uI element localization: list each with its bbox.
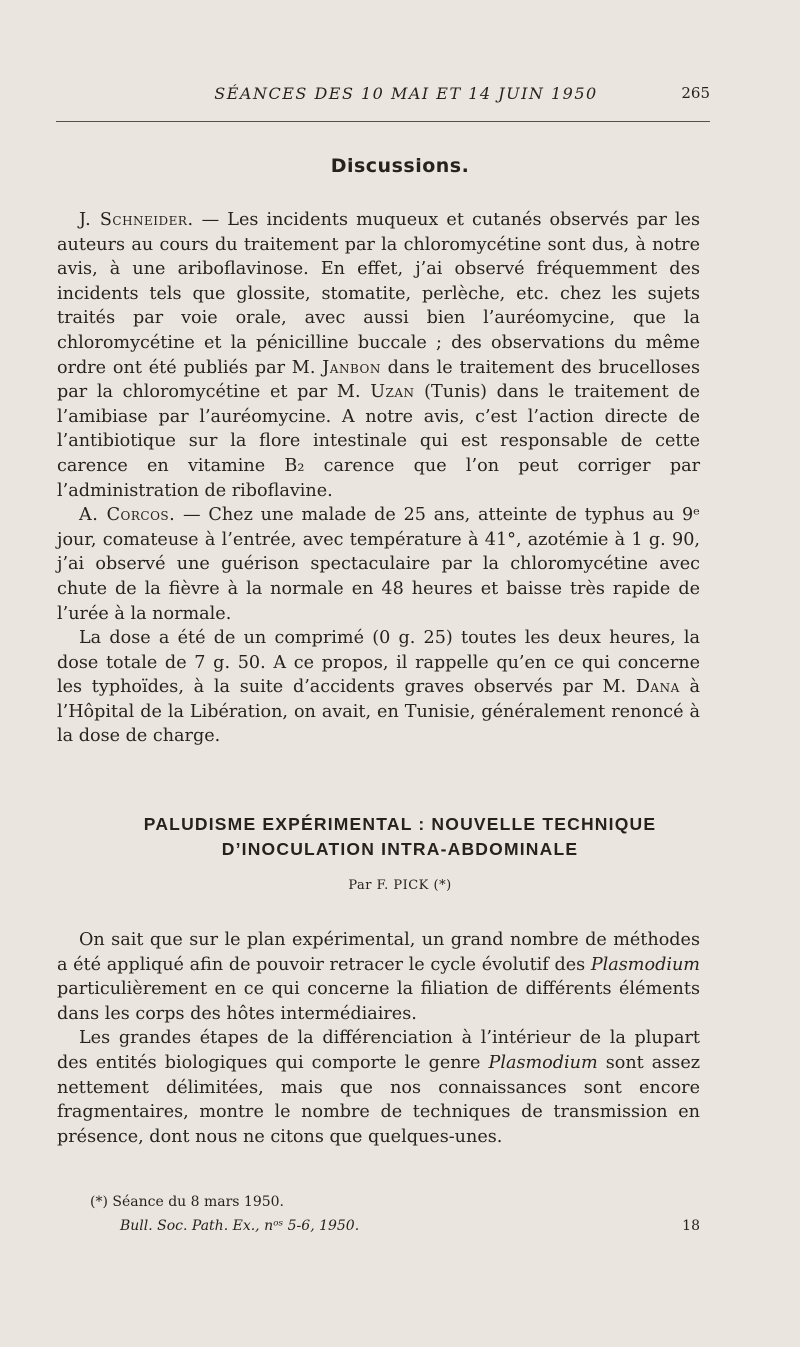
- paragraph-text: sont assez nettement délimitées, mais que nos connaissances sont encore fragmentaires, montre le nombre de techniques de transmission en présence, dont nous ne citons que quelques-unes.: [57, 1052, 701, 1147]
- article-title-line: D’INOCULATION INTRA-ABDOMINALE: [221, 839, 579, 859]
- journal-citation: Bull. Soc. Path. Ex., nᵒˢ 5-6, 1950.: [120, 1218, 360, 1234]
- speaker-name: A. Corcos.: [79, 505, 176, 526]
- article-paragraph: [57, 1026, 700, 1149]
- paragraph-text: dans le traitement des brucelloses par la chloromycétine et par M.: [57, 357, 700, 403]
- paragraph-text: à l’Hôpital de la Libération, on avait, en Tunisie, généralement renoncé à la dose de charge.: [57, 677, 700, 747]
- discussion-text: [57, 208, 700, 749]
- paragraph-text: — Chez une malade de 25 ans, atteinte de typhus au 9ᵉ jour, comateuse à l’entrée, avec température à 41°, azotémie à 1 g. 90, j’ai observé une guérison spectaculaire par la chloromycétine avec chute de la fièvre à la normale en 48 heures et baisse très rapide de l’urée à la normale.: [57, 505, 700, 624]
- genus-name: Plasmodium: [590, 954, 700, 975]
- sheet-number: 18: [682, 1218, 700, 1234]
- footnotes: [90, 1190, 710, 1238]
- page-number: 265: [681, 84, 710, 102]
- header-rule: [56, 121, 710, 122]
- paragraph-text: La dose a été de un comprimé (0 g. 25) toutes les deux heures, la dose totale de 7 g. 50. A ce propos, il rappelle qu’en ce qui concerne les typhoïdes, à la suite d’accidents graves observés par M.: [57, 628, 700, 698]
- discussion-paragraph: [57, 503, 700, 626]
- cited-name: Dana: [635, 677, 680, 698]
- running-head: [56, 84, 710, 114]
- article-title: [0, 812, 800, 862]
- cited-name: Janbon: [322, 357, 381, 378]
- article-title-line: PALUDISME EXPÉRIMENTAL : NOUVELLE TECHNIQUE: [143, 814, 657, 834]
- article-paragraph: [57, 928, 700, 1026]
- discussion-paragraph: [57, 626, 700, 749]
- running-title: SÉANCES DES 10 MAI ET 14 JUIN 1950: [214, 84, 598, 103]
- paragraph-text: particulièrement en ce qui concerne la filiation de différents éléments dans les corps des hôtes intermédiaires.: [57, 979, 700, 1024]
- cited-name: Uzan: [370, 382, 415, 403]
- paragraph-text: (Tunis) dans le traitement de l’amibiase par l’auréomycine. A notre avis, c’est l’action directe de l’antibiotique sur la flore intestinale qui est responsable de cette carence en vitamine B₂ carence que l’on peut corriger par l’administration de riboflavine.: [57, 382, 700, 501]
- discussion-paragraph: [57, 208, 700, 503]
- genus-name: Plasmodium: [488, 1052, 598, 1073]
- paragraph-text: — Les incidents muqueux et cutanés observés par les auteurs au cours du traitement par la chloromycétine sont dus, à notre avis, à une ariboflavinose. En effet, j’ai observé fréquemment des incidents tels que glossite, stomatite, perlèche, etc. chez les sujets traités par voie orale, avec aussi bien l’auréomycine, que la chloromycétine et la pénicilline buccale ; des observations du même ordre ont été publiés par M.: [57, 210, 700, 378]
- speaker-name: J. Schneider.: [79, 210, 194, 230]
- footnote-citation-line: [90, 1214, 710, 1238]
- discussions-heading: Discussions.: [330, 155, 470, 177]
- footnote-session: (*) Séance du 8 mars 1950.: [90, 1194, 285, 1210]
- article-author: Par F. PICK (*): [348, 878, 452, 893]
- article-body: [57, 928, 700, 1149]
- paragraph-text: Les grandes étapes de la différenciation à l’intérieur de la plupart des entités biologiques qui comporte le genre: [57, 1028, 700, 1073]
- paragraph-text: On sait que sur le plan expérimental, un grand nombre de méthodes a été appliqué afin de pouvoir retracer le cycle évolutif des: [57, 930, 700, 975]
